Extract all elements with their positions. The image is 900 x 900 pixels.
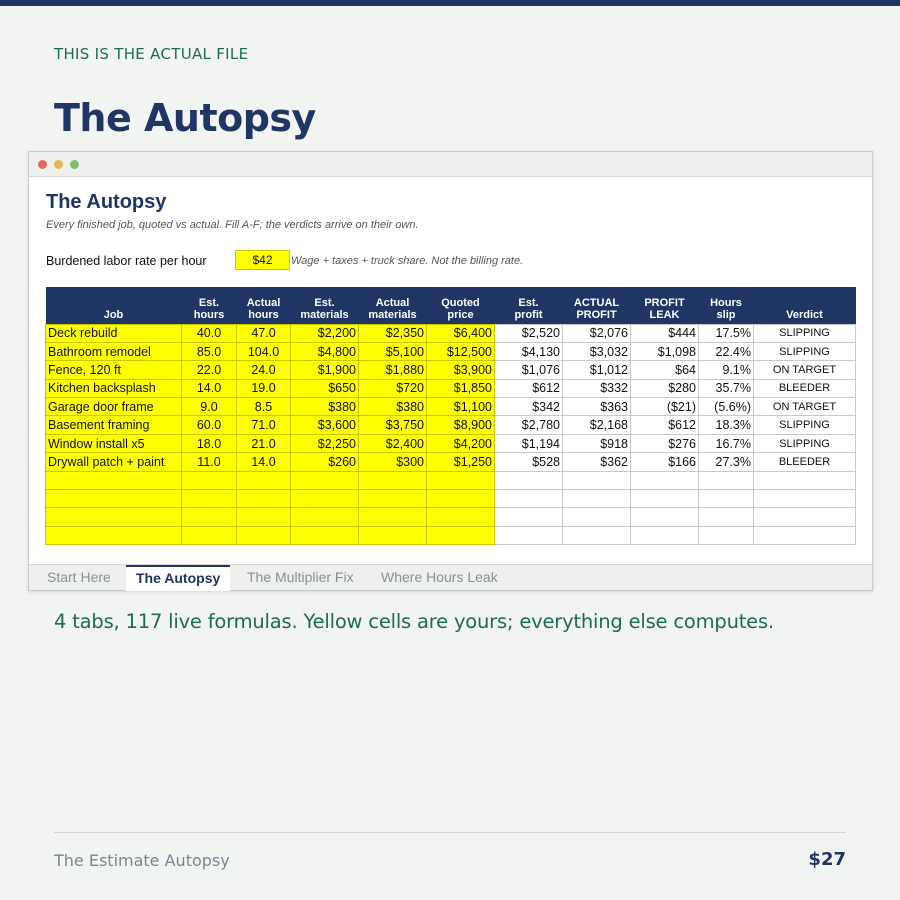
input-cell[interactable]: 85.0 [182,342,237,360]
job-name-cell[interactable]: Drywall patch + paint [46,453,182,471]
input-cell[interactable]: 8.5 [237,398,291,416]
verdict-cell: SLIPPING [754,324,856,342]
labor-rate-input[interactable]: $42 [235,250,290,270]
input-cell[interactable] [427,526,495,544]
column-header [427,287,495,324]
minimize-window-icon[interactable] [54,160,63,169]
input-cell[interactable] [182,471,237,489]
table-header-row [46,287,856,324]
labor-rate-note: Wage + taxes + truck share. Not the billing rate. [291,255,524,267]
input-cell[interactable] [427,490,495,508]
input-cell[interactable]: $380 [291,398,359,416]
input-cell[interactable] [182,526,237,544]
close-window-icon[interactable] [38,160,47,169]
column-header [699,287,754,324]
input-cell[interactable]: 104.0 [237,342,291,360]
computed-cell [699,526,754,544]
verdict-cell: BLEEDER [754,379,856,397]
caption: 4 tabs, 117 live formulas. Yellow cells are yours; everything else computes. [54,610,774,633]
job-name-cell[interactable]: Deck rebuild [46,324,182,342]
column-header [182,287,237,324]
tab-the-autopsy[interactable]: The Autopsy [126,565,230,591]
input-cell[interactable] [237,490,291,508]
input-cell[interactable]: $1,250 [427,453,495,471]
job-name-cell[interactable]: Kitchen backsplash [46,379,182,397]
column-header [46,287,182,324]
column-header-line: LEAK [649,309,680,321]
input-cell[interactable]: 21.0 [237,434,291,452]
computed-cell: $612 [631,416,699,434]
computed-cell: $1,012 [563,361,631,379]
input-cell[interactable] [359,526,427,544]
input-cell[interactable]: $8,900 [427,416,495,434]
tab-the-multiplier-fix[interactable]: The Multiplier Fix [247,569,354,585]
input-cell[interactable] [359,508,427,526]
column-header-line: Verdict [786,309,823,321]
column-header-line: Hours [710,296,742,309]
column-header-line: hours [248,309,279,321]
computed-cell: $332 [563,379,631,397]
input-cell[interactable]: $4,200 [427,434,495,452]
computed-cell [699,508,754,526]
computed-cell: $3,032 [563,342,631,360]
sheet-title: The Autopsy [46,191,167,213]
verdict-cell: ON TARGET [754,398,856,416]
computed-cell: $1,194 [495,434,563,452]
input-cell[interactable]: $300 [359,453,427,471]
input-cell[interactable]: $6,400 [427,324,495,342]
verdict-cell [754,526,856,544]
computed-cell [631,508,699,526]
input-cell[interactable]: $3,750 [359,416,427,434]
computed-cell: ($21) [631,398,699,416]
input-cell[interactable]: $650 [291,379,359,397]
computed-cell: 22.4% [699,342,754,360]
product-name: The Estimate Autopsy [54,851,230,870]
input-cell[interactable]: 9.0 [182,398,237,416]
input-cell[interactable] [291,471,359,489]
computed-cell: $342 [495,398,563,416]
input-cell[interactable]: $4,800 [291,342,359,360]
input-cell[interactable]: $2,400 [359,434,427,452]
input-cell[interactable]: 40.0 [182,324,237,342]
input-cell[interactable] [237,471,291,489]
table-row [46,453,856,471]
computed-cell: $1,076 [495,361,563,379]
input-cell[interactable] [359,471,427,489]
input-cell[interactable]: 14.0 [182,379,237,397]
table-row [46,526,856,544]
job-name-cell[interactable]: Window install x5 [46,434,182,452]
table-row [46,324,856,342]
table-row [46,398,856,416]
sheet-subtitle: Every finished job, quoted vs actual. Fill A-F; the verdicts arrive on their own. [46,219,419,231]
column-header [631,287,699,324]
tab-where-hours-leak[interactable]: Where Hours Leak [381,569,498,585]
verdict-cell: ON TARGET [754,361,856,379]
column-header [359,287,427,324]
computed-cell: $362 [563,453,631,471]
computed-cell [631,490,699,508]
verdict-cell: BLEEDER [754,453,856,471]
computed-cell [495,471,563,489]
sheet-tab-bar [29,564,872,590]
column-header-line: Actual [246,296,281,309]
computed-cell [495,490,563,508]
input-cell[interactable] [427,508,495,526]
computed-cell: $363 [563,398,631,416]
computed-cell: $280 [631,379,699,397]
column-header-line: Est. [518,296,539,309]
input-cell[interactable] [291,526,359,544]
input-cell[interactable]: 60.0 [182,416,237,434]
column-header-line: Quoted [441,296,480,309]
computed-cell: $444 [631,324,699,342]
computed-cell: $918 [563,434,631,452]
computed-cell [631,526,699,544]
computed-cell [563,526,631,544]
table-row [46,434,856,452]
top-accent-bar [0,0,900,6]
input-cell[interactable]: $1,100 [427,398,495,416]
input-cell[interactable]: 11.0 [182,453,237,471]
computed-cell [699,490,754,508]
eyebrow-label: THIS IS THE ACTUAL FILE [54,45,249,63]
column-header-line: materials [300,309,349,321]
computed-cell: (5.6%) [699,398,754,416]
spreadsheet-window [28,151,873,591]
input-cell[interactable]: 14.0 [237,453,291,471]
job-name-cell[interactable]: Bathroom remodel [46,342,182,360]
column-header-line: PROFIT [644,296,685,309]
job-name-cell[interactable]: Garage door frame [46,398,182,416]
footer-divider [54,832,846,833]
computed-cell: $166 [631,453,699,471]
column-header [291,287,359,324]
column-header-line: PROFIT [576,309,617,321]
computed-cell: $2,168 [563,416,631,434]
input-cell[interactable] [359,490,427,508]
job-name-cell[interactable] [46,526,182,544]
price-label: $27 [808,849,846,870]
computed-cell [563,490,631,508]
verdict-cell [754,490,856,508]
computed-cell: $2,780 [495,416,563,434]
column-header-line: Actual [375,296,410,309]
table-row [46,471,856,489]
job-name-cell[interactable]: Basement framing [46,416,182,434]
input-cell[interactable] [237,526,291,544]
computed-cell [563,508,631,526]
input-cell[interactable]: $12,500 [427,342,495,360]
labor-rate-label: Burdened labor rate per hour [46,254,207,268]
table-row [46,342,856,360]
input-cell[interactable] [291,490,359,508]
column-header-line: ACTUAL [573,296,620,309]
input-cell[interactable]: $2,350 [359,324,427,342]
computed-cell: $276 [631,434,699,452]
verdict-cell: SLIPPING [754,434,856,452]
input-cell[interactable]: 22.0 [182,361,237,379]
input-cell[interactable]: $380 [359,398,427,416]
input-cell[interactable]: 47.0 [237,324,291,342]
verdict-cell: SLIPPING [754,416,856,434]
computed-cell: 18.3% [699,416,754,434]
column-header-line: price [447,309,474,321]
input-cell[interactable] [182,508,237,526]
input-cell[interactable]: 19.0 [237,379,291,397]
table-row [46,416,856,434]
computed-cell [699,471,754,489]
computed-cell [563,471,631,489]
input-cell[interactable]: 71.0 [237,416,291,434]
computed-cell: $612 [495,379,563,397]
window-titlebar [29,152,872,177]
table-row [46,490,856,508]
input-cell[interactable]: $1,880 [359,361,427,379]
job-name-cell[interactable]: Fence, 120 ft [46,361,182,379]
input-cell[interactable] [237,508,291,526]
column-header [563,287,631,324]
maximize-window-icon[interactable] [70,160,79,169]
input-cell[interactable] [182,490,237,508]
input-cell[interactable]: $2,200 [291,324,359,342]
sheet-area [29,177,872,564]
computed-cell: $4,130 [495,342,563,360]
autopsy-table [45,287,856,545]
input-cell[interactable]: $260 [291,453,359,471]
computed-cell: 35.7% [699,379,754,397]
input-cell[interactable]: $3,600 [291,416,359,434]
table-row [46,379,856,397]
column-header [754,287,856,324]
computed-cell: $1,098 [631,342,699,360]
column-header-line: Est. [198,296,220,309]
input-cell[interactable]: $5,100 [359,342,427,360]
computed-cell: $2,520 [495,324,563,342]
computed-cell [495,508,563,526]
column-header-line: hours [193,309,225,321]
computed-cell: $2,076 [563,324,631,342]
table-row [46,361,856,379]
computed-cell: 17.5% [699,324,754,342]
table-row [46,508,856,526]
column-header-line: Est. [314,296,335,309]
tab-start-here[interactable]: Start Here [47,569,111,585]
input-cell[interactable]: $1,850 [427,379,495,397]
job-name-cell[interactable] [46,490,182,508]
column-header [237,287,291,324]
input-cell[interactable]: $1,900 [291,361,359,379]
job-name-cell[interactable] [46,508,182,526]
input-cell[interactable]: 24.0 [237,361,291,379]
column-header-line: materials [368,309,417,321]
column-header-line: Job [103,309,124,321]
computed-cell: 27.3% [699,453,754,471]
computed-cell: $64 [631,361,699,379]
input-cell[interactable]: $720 [359,379,427,397]
column-header-line: profit [514,309,543,321]
column-header [495,287,563,324]
verdict-cell: SLIPPING [754,342,856,360]
page-title: The Autopsy [54,96,316,140]
job-name-cell[interactable] [46,471,182,489]
input-cell[interactable] [427,471,495,489]
computed-cell [631,471,699,489]
column-header-line: slip [716,309,736,321]
computed-cell: $528 [495,453,563,471]
computed-cell: 16.7% [699,434,754,452]
computed-cell [495,526,563,544]
verdict-cell [754,508,856,526]
input-cell[interactable] [291,508,359,526]
computed-cell: 9.1% [699,361,754,379]
input-cell[interactable]: $3,900 [427,361,495,379]
input-cell[interactable]: $2,250 [291,434,359,452]
input-cell[interactable]: 18.0 [182,434,237,452]
verdict-cell [754,471,856,489]
